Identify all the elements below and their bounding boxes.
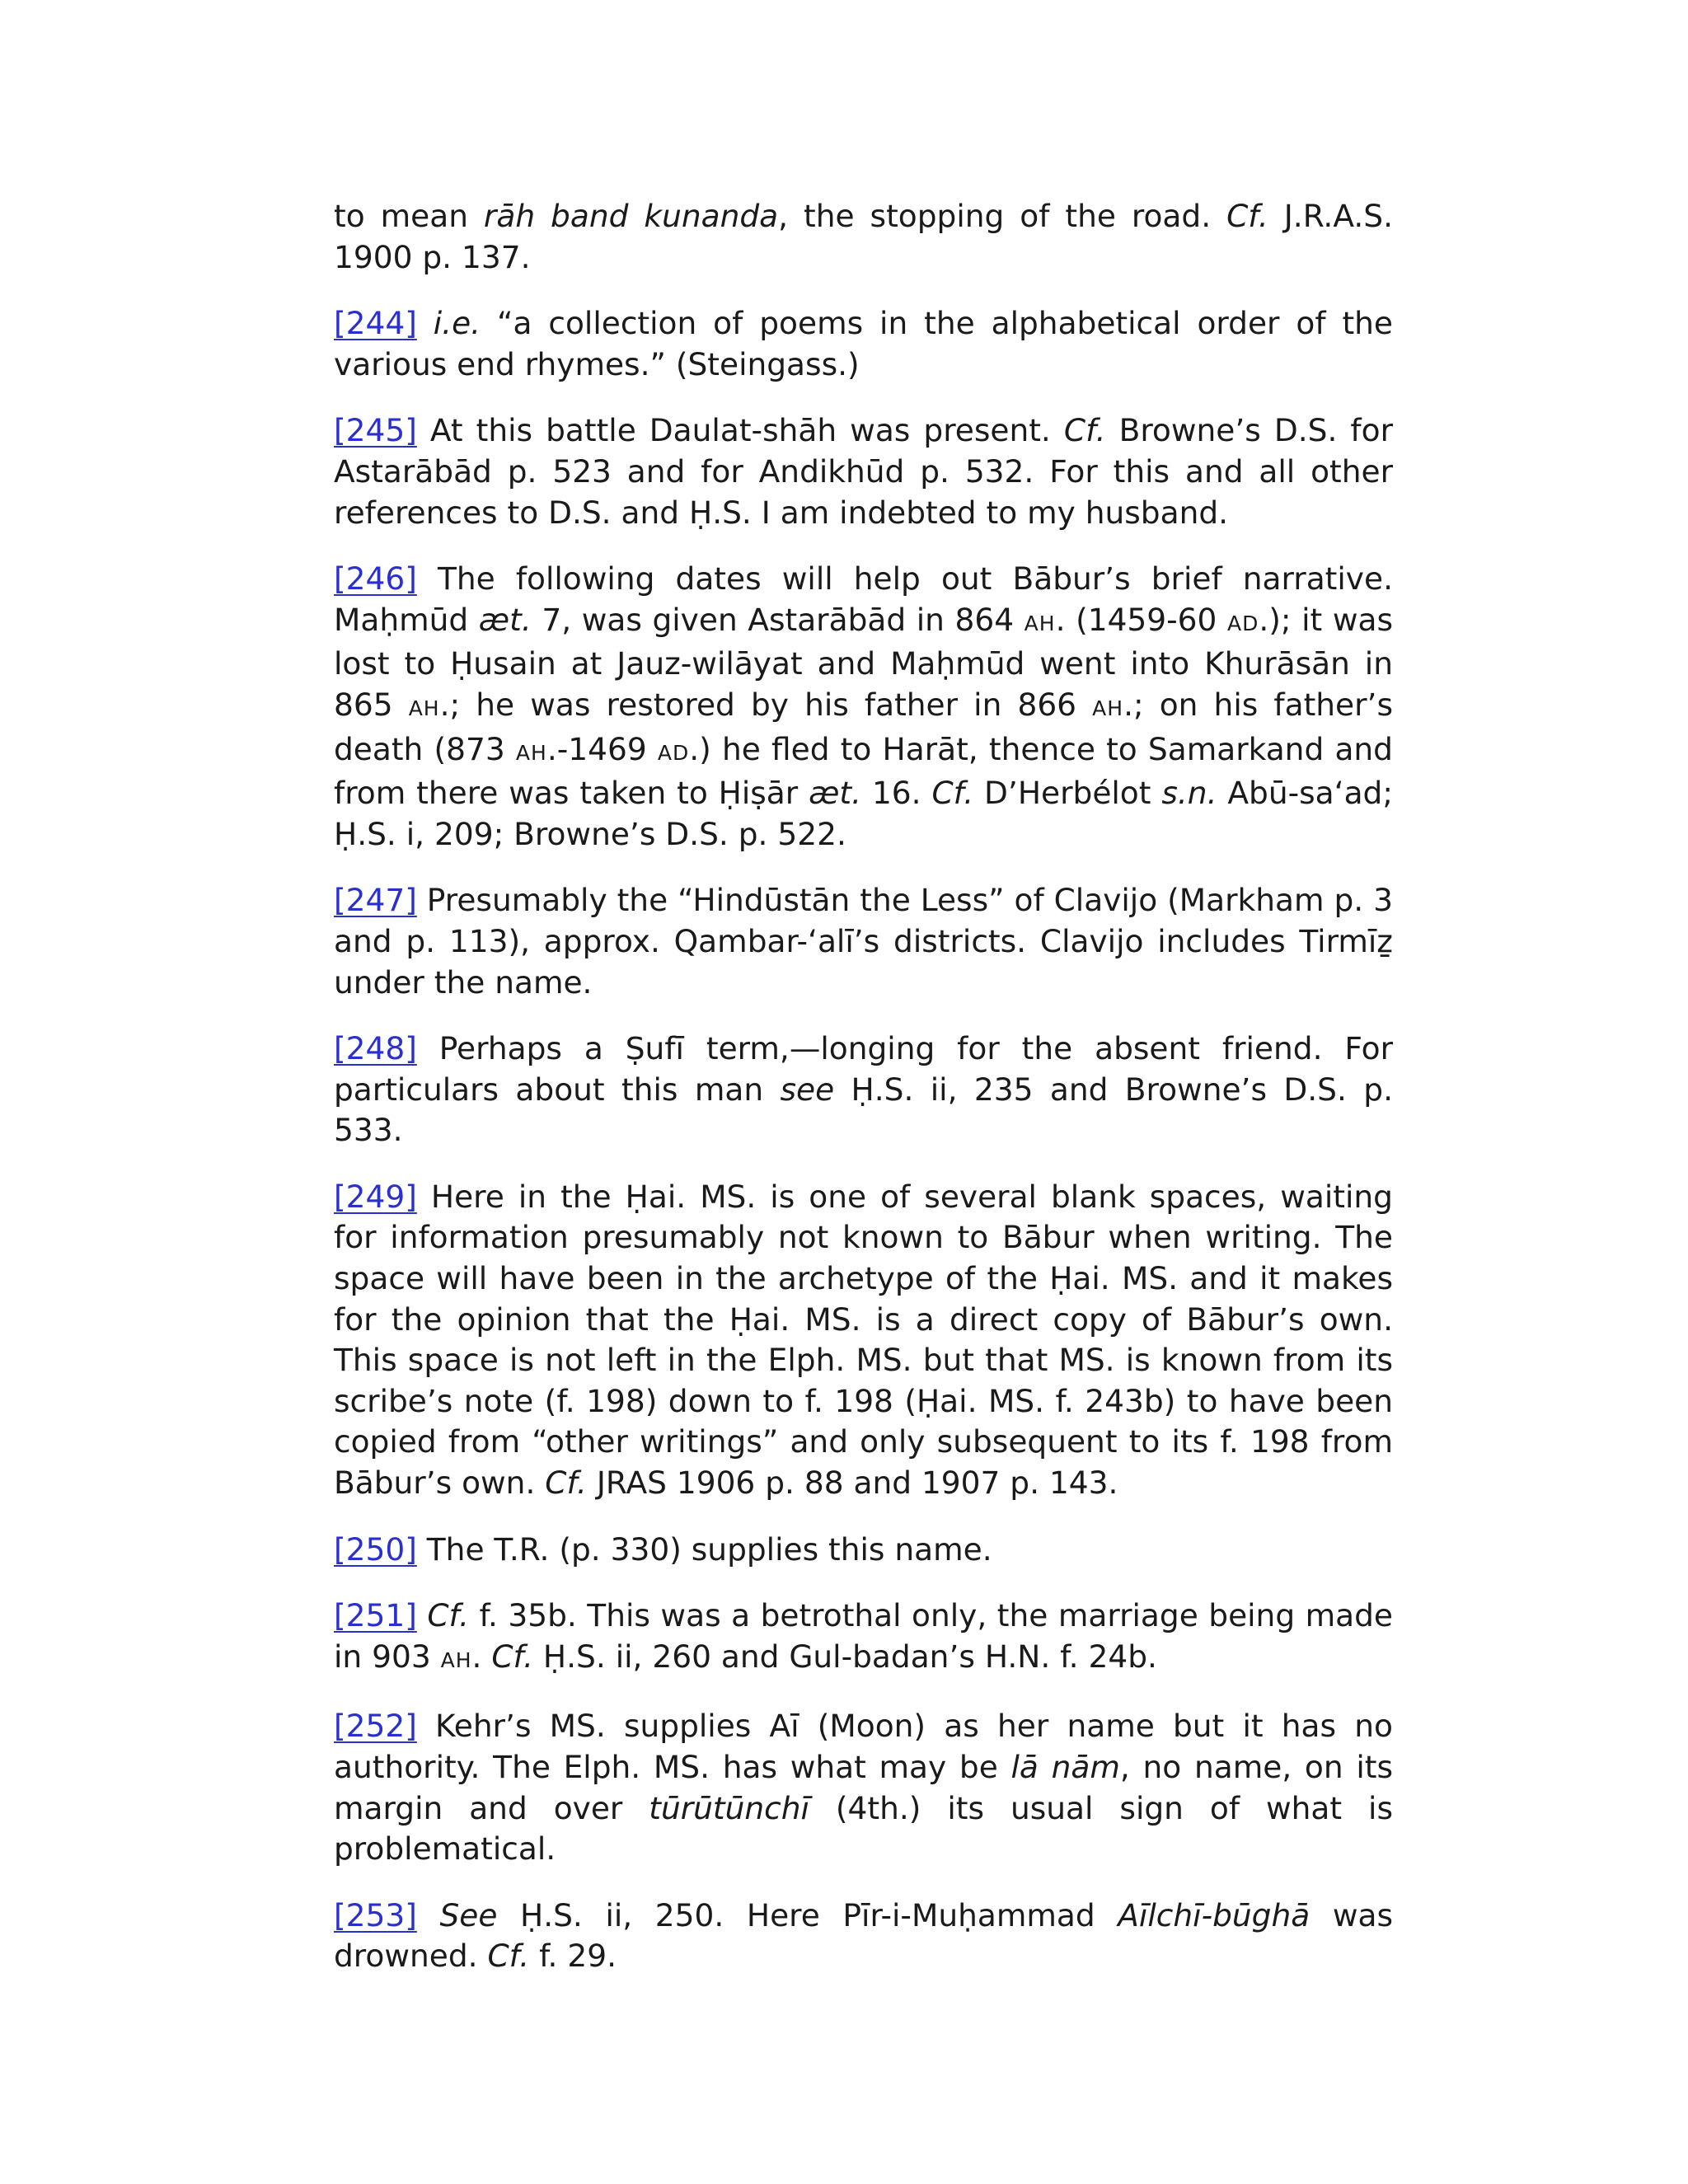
footnote-text: JRAS 1906 p. 88 and 1907 p. 143. [586, 1465, 1118, 1502]
small-caps-era: AH [1092, 696, 1124, 720]
footnote-ref-link[interactable]: [252] [334, 1708, 417, 1745]
footnote-text: “a collection of poems in the alphabetical order of the various end rhymes.” (Steingass.) [334, 305, 1393, 382]
footnote-text [417, 1897, 440, 1933]
italic-text: see [780, 1071, 835, 1108]
italic-text: Aīlchī-būghā [1118, 1896, 1311, 1933]
footnote-text: Abū-sa‘ad; Ḥ.S. i, 209; Browne’s D.S. p. 522. [334, 775, 1393, 852]
footnote-text: The following dates will help out Bābur’s brief narrative. Maḥmūd [334, 560, 1393, 638]
footnote-text: Ḥ.S. ii, 235 and Browne’s D.S. p. 533. [334, 1071, 1393, 1149]
footnote-ref-link[interactable]: [244] [334, 305, 417, 342]
footnote-ref-link[interactable]: [251] [334, 1597, 417, 1634]
footnote-244 [334, 303, 1393, 385]
italic-text: i.e. [433, 305, 481, 342]
footnote-text: . [471, 1638, 492, 1675]
footnote-text: Ḥ.S. ii, 250. Here Pīr-i-Muḥammad [497, 1896, 1118, 1933]
footnote-text: .); it was lost to Ḥusain at Jauz-wilāyat and Maḥmūd went into Khurāsān in 865 [334, 601, 1394, 723]
footnote-text: . (1459-60 [1055, 601, 1227, 638]
small-caps-era: AH [1024, 611, 1056, 635]
italic-text: Cf. [1226, 198, 1268, 234]
footnote-246 [334, 559, 1393, 855]
footnote-text: .) he fled to Harāt, thence to Samarkand and from there was taken to Ḥiṣār [334, 730, 1393, 812]
footnote-text: D’Herbélot [973, 775, 1162, 812]
italic-text: Cf. [491, 1638, 534, 1675]
italic-text: Cf. [1063, 412, 1106, 449]
footnote-text: Browne’s D.S. for Astarābād p. 523 and for Andikhūd p. 532. For this and all other references to D.S. and Ḥ.S. I am indebted to my husband. [334, 412, 1393, 531]
small-caps-era: AD [1226, 611, 1259, 635]
footnote-text: to mean [334, 198, 484, 234]
footnote-ref-link[interactable]: [253] [334, 1896, 417, 1933]
footnote-ref-link[interactable]: [250] [334, 1530, 417, 1568]
footnote-text: , the stopping of the road. [778, 198, 1227, 234]
footnote-248 [334, 1029, 1393, 1151]
footnote-text: f. 29. [529, 1938, 617, 1975]
footnote-text: .; he was restored by his father in 866 [439, 686, 1093, 723]
footnote-text: The T.R. (p. 330) supplies this name. [416, 1530, 992, 1568]
footnotes-page [334, 196, 1393, 2003]
italic-text: s.n. [1161, 775, 1217, 812]
footnote-text: 7, was given Astarābād in 864 [531, 601, 1025, 638]
footnote-ref-link[interactable]: [245] [334, 412, 417, 449]
footnote-250 [334, 1530, 1393, 1571]
footnote-text: , no name, on its margin and over [334, 1749, 1393, 1826]
footnote-text: .; on his father’s death (873 [334, 686, 1393, 767]
italic-text: Cf. [545, 1465, 587, 1502]
footnote-ref-link[interactable]: [246] [334, 560, 417, 598]
footnote-252 [334, 1706, 1393, 1869]
small-caps-era: AH [440, 1647, 472, 1672]
footnote-253 [334, 1896, 1393, 1977]
italic-text: æt. [478, 601, 532, 638]
footnote-continued [334, 196, 1393, 278]
footnote-text: Here in the Ḥai. MS. is one of several blank spaces, waiting for information presumably not known to Bābur when writing. The space will have been in the archetype of the Ḥai. MS. and it makes for the opinion that the Ḥai. MS. is a direct copy of Bābur’s own. This space is not left in the Elph. MS. but that MS. is known from its scribe’s note (f. 198) down to f. 198 (Ḥai. MS. f. 243b) to have been copied from “other writings” and only subsequent to its f. 198 from Bābur’s own. [334, 1178, 1393, 1502]
footnote-251 [334, 1596, 1393, 1680]
italic-text: rāh band kunanda [483, 198, 779, 234]
small-caps-era: AH [408, 696, 440, 720]
footnote-247 [334, 880, 1393, 1003]
italic-text: Cf. [487, 1938, 530, 1975]
italic-text: lā nām [1010, 1749, 1120, 1785]
small-caps-era: AD [657, 740, 690, 765]
italic-text: æt. [809, 775, 862, 812]
footnote-ref-link[interactable]: [247] [334, 882, 417, 919]
footnote-text: was drowned. [334, 1896, 1394, 1975]
footnote-text: 16. [861, 775, 932, 812]
footnote-245 [334, 410, 1393, 533]
footnote-249 [334, 1177, 1393, 1504]
footnote-ref-link[interactable]: [248] [334, 1030, 417, 1067]
footnote-text: .-1469 [546, 730, 658, 767]
footnote-text [417, 1597, 428, 1633]
footnote-text: Kehr’s MS. supplies Aī (Moon) as her name but it has no authority. The Elph. MS. has what may be [334, 1708, 1393, 1785]
footnote-text: Perhaps a Ṣufī term,—longing for the absent friend. For particulars about this man [334, 1030, 1393, 1108]
footnote-text: Presumably the “Hindūstān the Less” of Clavijo (Markham p. 3 and p. 113), approx. Qambar-‘alī’s districts. Clavijo includes Tirmīẕ under the name. [334, 882, 1393, 1001]
italic-text: Cf. [931, 775, 974, 812]
footnote-text: Ḥ.S. ii, 260 and Gul-badan’s H.N. f. 24b. [533, 1638, 1157, 1675]
footnote-text [417, 305, 434, 341]
small-caps-era: AH [515, 740, 547, 765]
footnote-text: J.R.A.S. 1900 p. 137. [334, 198, 1393, 275]
footnote-ref-link[interactable]: [249] [334, 1178, 417, 1215]
footnote-text: At this battle Daulat-shāh was present. [416, 412, 1064, 449]
italic-text: Cf. [427, 1597, 469, 1634]
footnote-text: f. 35b. This was a betrothal only, the marriage being made in 903 [334, 1597, 1394, 1675]
italic-text: tūrūtūnchī [649, 1789, 809, 1826]
footnote-text: (4th.) its usual sign of what is problematical. [334, 1789, 1393, 1868]
italic-text: See [439, 1896, 498, 1933]
